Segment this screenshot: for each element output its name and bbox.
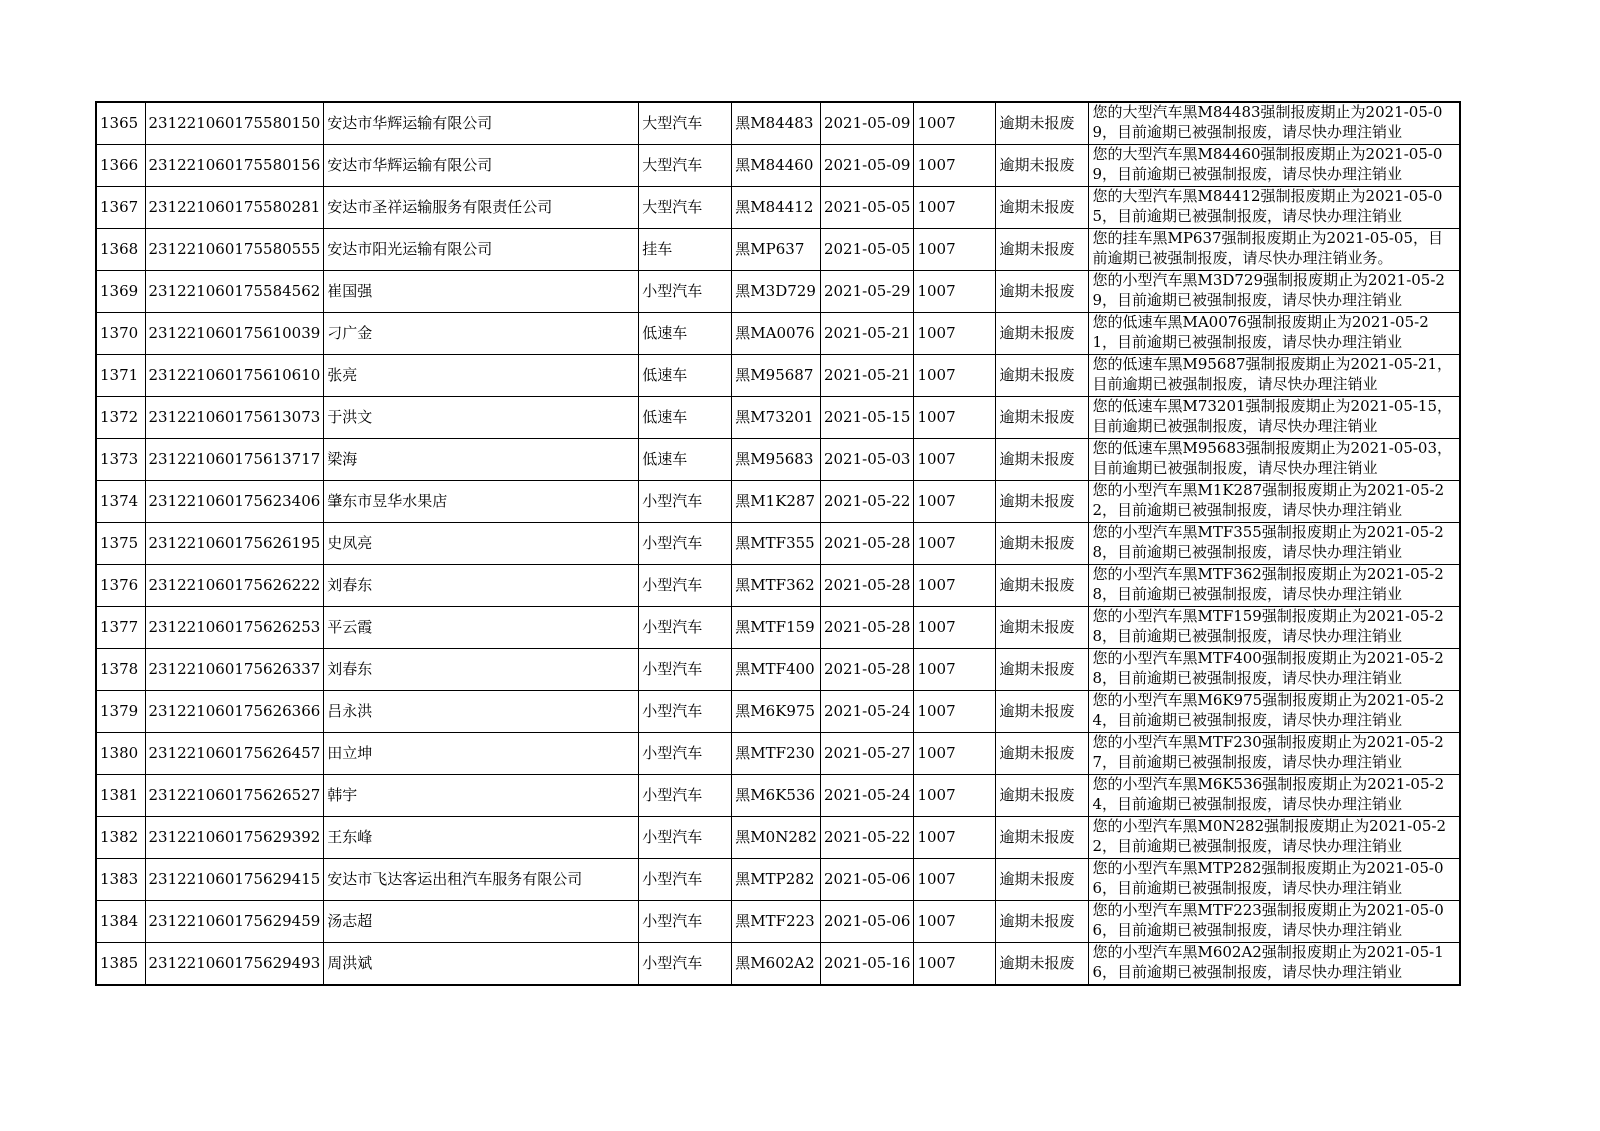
- cell-status: 逾期未报废: [996, 565, 1089, 607]
- cell-record-id: 231221060175629392: [145, 817, 324, 859]
- cell-vehicle-type: 低速车: [639, 439, 732, 481]
- table-row: [96, 313, 1460, 355]
- cell-scrap-date: 2021-05-27: [820, 733, 913, 775]
- notice-text: 您的低速车黑M95687强制报废期止为2021-05-21，目前逾期已被强制报废，请尽快办理注销业: [1092, 355, 1453, 393]
- cell-notice: [1089, 817, 1460, 859]
- cell-code: 1007: [914, 313, 996, 355]
- cell-status: 逾期未报废: [996, 523, 1089, 565]
- table-row: [96, 229, 1460, 271]
- cell-plate: 黑M3D729: [732, 271, 821, 313]
- cell-owner: 张亮: [324, 355, 639, 397]
- cell-code: 1007: [914, 901, 996, 943]
- cell-owner: 田立坤: [324, 733, 639, 775]
- cell-code: 1007: [914, 943, 996, 986]
- cell-code: 1007: [914, 439, 996, 481]
- cell-owner: 刁广金: [324, 313, 639, 355]
- cell-notice: [1089, 102, 1460, 145]
- table-row: [96, 733, 1460, 775]
- cell-scrap-date: 2021-05-09: [820, 145, 913, 187]
- cell-record-id: 231221060175610610: [145, 355, 324, 397]
- table-row: [96, 649, 1460, 691]
- cell-notice: [1089, 397, 1460, 439]
- notice-text: 您的小型汽车黑M3D729强制报废期止为2021-05-29，目前逾期已被强制报废，请尽快办理注销业: [1092, 271, 1445, 309]
- cell-record-id: 231221060175626527: [145, 775, 324, 817]
- cell-record-id: 231221060175580150: [145, 102, 324, 145]
- table-row: [96, 439, 1460, 481]
- cell-status: 逾期未报废: [996, 355, 1089, 397]
- cell-code: 1007: [914, 817, 996, 859]
- cell-code: 1007: [914, 607, 996, 649]
- cell-record-id: 231221060175580555: [145, 229, 324, 271]
- cell-vehicle-type: 小型汽车: [639, 817, 732, 859]
- notice-text: 您的大型汽车黑M84460强制报废期止为2021-05-09，目前逾期已被强制报废，请尽快办理注销业: [1092, 145, 1443, 183]
- cell-status: 逾期未报废: [996, 481, 1089, 523]
- notice-text: 您的挂车黑MP637强制报废期止为2021-05-05，目前逾期已被强制报废，请尽快办理注销业务。: [1092, 229, 1444, 267]
- cell-owner: 安达市阳光运输有限公司: [324, 229, 639, 271]
- cell-seq: 1376: [96, 565, 145, 607]
- cell-owner: 韩宇: [324, 775, 639, 817]
- cell-notice: [1089, 229, 1460, 271]
- cell-scrap-date: 2021-05-03: [820, 439, 913, 481]
- cell-record-id: 231221060175584562: [145, 271, 324, 313]
- cell-vehicle-type: 小型汽车: [639, 691, 732, 733]
- cell-code: 1007: [914, 397, 996, 439]
- cell-seq: 1366: [96, 145, 145, 187]
- cell-record-id: 231221060175613717: [145, 439, 324, 481]
- cell-scrap-date: 2021-05-28: [820, 649, 913, 691]
- cell-seq: 1375: [96, 523, 145, 565]
- cell-vehicle-type: 小型汽车: [639, 607, 732, 649]
- cell-plate: 黑MTF159: [732, 607, 821, 649]
- table-row: [96, 145, 1460, 187]
- cell-seq: 1367: [96, 187, 145, 229]
- notice-text: 您的小型汽车黑MTF355强制报废期止为2021-05-28，目前逾期已被强制报废，请尽快办理注销业: [1092, 523, 1444, 561]
- cell-owner: 安达市圣祥运输服务有限责任公司: [324, 187, 639, 229]
- cell-record-id: 231221060175629493: [145, 943, 324, 986]
- cell-scrap-date: 2021-05-21: [820, 313, 913, 355]
- cell-vehicle-type: 小型汽车: [639, 565, 732, 607]
- cell-plate: 黑M84460: [732, 145, 821, 187]
- cell-scrap-date: 2021-05-06: [820, 859, 913, 901]
- cell-seq: 1382: [96, 817, 145, 859]
- cell-scrap-date: 2021-05-28: [820, 523, 913, 565]
- cell-seq: 1374: [96, 481, 145, 523]
- notice-text: 您的低速车黑M73201强制报废期止为2021-05-15，目前逾期已被强制报废，请尽快办理注销业: [1092, 397, 1453, 435]
- notice-text: 您的小型汽车黑M602A2强制报废期止为2021-05-16，目前逾期已被强制报废，请尽快办理注销业: [1092, 943, 1444, 981]
- cell-notice: [1089, 355, 1460, 397]
- cell-notice: [1089, 523, 1460, 565]
- cell-seq: 1379: [96, 691, 145, 733]
- cell-status: 逾期未报废: [996, 102, 1089, 145]
- cell-scrap-date: 2021-05-05: [820, 187, 913, 229]
- cell-record-id: 231221060175629415: [145, 859, 324, 901]
- notice-text: 您的大型汽车黑M84412强制报废期止为2021-05-05，目前逾期已被强制报废，请尽快办理注销业: [1092, 187, 1443, 225]
- cell-code: 1007: [914, 229, 996, 271]
- notice-text: 您的小型汽车黑MTF400强制报废期止为2021-05-28，目前逾期已被强制报废，请尽快办理注销业: [1092, 649, 1444, 687]
- cell-code: 1007: [914, 145, 996, 187]
- cell-record-id: 231221060175626457: [145, 733, 324, 775]
- cell-scrap-date: 2021-05-24: [820, 775, 913, 817]
- cell-code: 1007: [914, 691, 996, 733]
- cell-plate: 黑MTF223: [732, 901, 821, 943]
- cell-vehicle-type: 低速车: [639, 397, 732, 439]
- cell-status: 逾期未报废: [996, 187, 1089, 229]
- cell-notice: [1089, 187, 1460, 229]
- table-row: [96, 859, 1460, 901]
- cell-seq: 1371: [96, 355, 145, 397]
- table-row: [96, 187, 1460, 229]
- cell-record-id: 231221060175626253: [145, 607, 324, 649]
- cell-owner: 刘春东: [324, 649, 639, 691]
- cell-notice: [1089, 145, 1460, 187]
- cell-code: 1007: [914, 733, 996, 775]
- notice-text: 您的低速车黑MA0076强制报废期止为2021-05-21，目前逾期已被强制报废，请尽快办理注销业: [1092, 313, 1429, 351]
- cell-seq: 1378: [96, 649, 145, 691]
- cell-plate: 黑M6K975: [732, 691, 821, 733]
- cell-vehicle-type: 小型汽车: [639, 733, 732, 775]
- cell-seq: 1381: [96, 775, 145, 817]
- cell-plate: 黑MTF400: [732, 649, 821, 691]
- cell-vehicle-type: 大型汽车: [639, 102, 732, 145]
- cell-plate: 黑M73201: [732, 397, 821, 439]
- cell-scrap-date: 2021-05-15: [820, 397, 913, 439]
- notice-text: 您的小型汽车黑M0N282强制报废期止为2021-05-22，目前逾期已被强制报废，请尽快办理注销业: [1092, 817, 1447, 855]
- cell-owner: 吕永洪: [324, 691, 639, 733]
- cell-plate: 黑M602A2: [732, 943, 821, 986]
- cell-code: 1007: [914, 481, 996, 523]
- cell-code: 1007: [914, 523, 996, 565]
- cell-record-id: 231221060175626222: [145, 565, 324, 607]
- cell-vehicle-type: 低速车: [639, 355, 732, 397]
- notice-text: 您的小型汽车黑MTP282强制报废期止为2021-05-06，目前逾期已被强制报废，请尽快办理注销业: [1092, 859, 1444, 897]
- cell-seq: 1370: [96, 313, 145, 355]
- cell-notice: [1089, 607, 1460, 649]
- cell-owner: 周洪斌: [324, 943, 639, 986]
- cell-owner: 安达市华辉运输有限公司: [324, 145, 639, 187]
- table-row: [96, 397, 1460, 439]
- table-row: [96, 481, 1460, 523]
- cell-record-id: 231221060175623406: [145, 481, 324, 523]
- cell-status: 逾期未报废: [996, 439, 1089, 481]
- cell-status: 逾期未报废: [996, 649, 1089, 691]
- cell-status: 逾期未报废: [996, 775, 1089, 817]
- table-row: [96, 271, 1460, 313]
- cell-code: 1007: [914, 775, 996, 817]
- cell-status: 逾期未报废: [996, 145, 1089, 187]
- cell-plate: 黑M84483: [732, 102, 821, 145]
- cell-seq: 1380: [96, 733, 145, 775]
- cell-plate: 黑M84412: [732, 187, 821, 229]
- cell-owner: 安达市飞达客运出租汽车服务有限公司: [324, 859, 639, 901]
- cell-status: 逾期未报废: [996, 691, 1089, 733]
- cell-record-id: 231221060175626337: [145, 649, 324, 691]
- cell-code: 1007: [914, 187, 996, 229]
- cell-status: 逾期未报废: [996, 817, 1089, 859]
- cell-code: 1007: [914, 355, 996, 397]
- notice-text: 您的低速车黑M95683强制报废期止为2021-05-03，目前逾期已被强制报废，请尽快办理注销业: [1092, 439, 1453, 477]
- cell-owner: 王东峰: [324, 817, 639, 859]
- cell-seq: 1377: [96, 607, 145, 649]
- cell-notice: [1089, 439, 1460, 481]
- cell-record-id: 231221060175626366: [145, 691, 324, 733]
- cell-status: 逾期未报废: [996, 397, 1089, 439]
- cell-code: 1007: [914, 102, 996, 145]
- cell-vehicle-type: 小型汽车: [639, 775, 732, 817]
- cell-notice: [1089, 649, 1460, 691]
- notice-text: 您的小型汽车黑M6K536强制报废期止为2021-05-24，目前逾期已被强制报废，请尽快办理注销业: [1092, 775, 1445, 813]
- cell-scrap-date: 2021-05-24: [820, 691, 913, 733]
- cell-status: 逾期未报废: [996, 271, 1089, 313]
- cell-notice: [1089, 481, 1460, 523]
- cell-vehicle-type: 小型汽车: [639, 271, 732, 313]
- table-row: [96, 355, 1460, 397]
- cell-plate: 黑MTF362: [732, 565, 821, 607]
- cell-notice: [1089, 271, 1460, 313]
- table-row: [96, 691, 1460, 733]
- cell-plate: 黑M1K287: [732, 481, 821, 523]
- cell-status: 逾期未报废: [996, 859, 1089, 901]
- cell-seq: 1365: [96, 102, 145, 145]
- cell-owner: 汤志超: [324, 901, 639, 943]
- cell-vehicle-type: 小型汽车: [639, 901, 732, 943]
- cell-scrap-date: 2021-05-05: [820, 229, 913, 271]
- cell-code: 1007: [914, 271, 996, 313]
- cell-scrap-date: 2021-05-16: [820, 943, 913, 986]
- cell-notice: [1089, 901, 1460, 943]
- cell-vehicle-type: 小型汽车: [639, 943, 732, 986]
- cell-plate: 黑MP637: [732, 229, 821, 271]
- cell-owner: 刘春东: [324, 565, 639, 607]
- cell-seq: 1383: [96, 859, 145, 901]
- cell-scrap-date: 2021-05-21: [820, 355, 913, 397]
- cell-seq: 1385: [96, 943, 145, 986]
- cell-scrap-date: 2021-05-22: [820, 481, 913, 523]
- cell-owner: 史凤亮: [324, 523, 639, 565]
- cell-seq: 1384: [96, 901, 145, 943]
- cell-owner: 平云霞: [324, 607, 639, 649]
- cell-scrap-date: 2021-05-29: [820, 271, 913, 313]
- table-row: [96, 901, 1460, 943]
- notice-text: 您的小型汽车黑MTF223强制报废期止为2021-05-06，目前逾期已被强制报废，请尽快办理注销业: [1092, 901, 1444, 939]
- cell-code: 1007: [914, 649, 996, 691]
- table-row: [96, 607, 1460, 649]
- table-body: [96, 102, 1460, 985]
- cell-status: 逾期未报废: [996, 943, 1089, 986]
- cell-seq: 1372: [96, 397, 145, 439]
- cell-owner: 安达市华辉运输有限公司: [324, 102, 639, 145]
- cell-plate: 黑M95687: [732, 355, 821, 397]
- cell-seq: 1373: [96, 439, 145, 481]
- cell-plate: 黑M6K536: [732, 775, 821, 817]
- table-row: [96, 775, 1460, 817]
- vehicle-scrap-table: [95, 101, 1461, 986]
- cell-notice: [1089, 565, 1460, 607]
- cell-scrap-date: 2021-05-09: [820, 102, 913, 145]
- cell-status: 逾期未报废: [996, 733, 1089, 775]
- cell-vehicle-type: 小型汽车: [639, 649, 732, 691]
- table-row: [96, 565, 1460, 607]
- cell-scrap-date: 2021-05-22: [820, 817, 913, 859]
- cell-scrap-date: 2021-05-28: [820, 565, 913, 607]
- cell-plate: 黑MTF230: [732, 733, 821, 775]
- table-row: [96, 943, 1460, 986]
- cell-notice: [1089, 313, 1460, 355]
- cell-notice: [1089, 691, 1460, 733]
- cell-plate: 黑MA0076: [732, 313, 821, 355]
- notice-text: 您的大型汽车黑M84483强制报废期止为2021-05-09，目前逾期已被强制报废，请尽快办理注销业: [1092, 103, 1443, 141]
- notice-text: 您的小型汽车黑M1K287强制报废期止为2021-05-22，目前逾期已被强制报废，请尽快办理注销业: [1092, 481, 1445, 519]
- cell-owner: 肇东市昱华水果店: [324, 481, 639, 523]
- cell-vehicle-type: 小型汽车: [639, 859, 732, 901]
- cell-vehicle-type: 挂车: [639, 229, 732, 271]
- cell-record-id: 231221060175629459: [145, 901, 324, 943]
- cell-record-id: 231221060175580156: [145, 145, 324, 187]
- cell-status: 逾期未报废: [996, 313, 1089, 355]
- cell-scrap-date: 2021-05-06: [820, 901, 913, 943]
- cell-seq: 1368: [96, 229, 145, 271]
- cell-plate: 黑M0N282: [732, 817, 821, 859]
- cell-notice: [1089, 943, 1460, 986]
- notice-text: 您的小型汽车黑MTF362强制报废期止为2021-05-28，目前逾期已被强制报废，请尽快办理注销业: [1092, 565, 1444, 603]
- cell-notice: [1089, 733, 1460, 775]
- cell-code: 1007: [914, 565, 996, 607]
- cell-plate: 黑MTP282: [732, 859, 821, 901]
- notice-text: 您的小型汽车黑MTF159强制报废期止为2021-05-28，目前逾期已被强制报废，请尽快办理注销业: [1092, 607, 1444, 645]
- cell-scrap-date: 2021-05-28: [820, 607, 913, 649]
- cell-owner: 梁海: [324, 439, 639, 481]
- cell-vehicle-type: 大型汽车: [639, 187, 732, 229]
- cell-vehicle-type: 低速车: [639, 313, 732, 355]
- cell-vehicle-type: 小型汽车: [639, 523, 732, 565]
- table-row: [96, 817, 1460, 859]
- notice-text: 您的小型汽车黑MTF230强制报废期止为2021-05-27，目前逾期已被强制报废，请尽快办理注销业: [1092, 733, 1444, 771]
- cell-seq: 1369: [96, 271, 145, 313]
- cell-status: 逾期未报废: [996, 229, 1089, 271]
- cell-owner: 于洪文: [324, 397, 639, 439]
- cell-status: 逾期未报废: [996, 607, 1089, 649]
- cell-plate: 黑MTF355: [732, 523, 821, 565]
- notice-text: 您的小型汽车黑M6K975强制报废期止为2021-05-24，目前逾期已被强制报废，请尽快办理注销业: [1092, 691, 1445, 729]
- table-row: [96, 523, 1460, 565]
- cell-vehicle-type: 小型汽车: [639, 481, 732, 523]
- cell-notice: [1089, 775, 1460, 817]
- cell-status: 逾期未报废: [996, 901, 1089, 943]
- cell-record-id: 231221060175610039: [145, 313, 324, 355]
- cell-vehicle-type: 大型汽车: [639, 145, 732, 187]
- cell-plate: 黑M95683: [732, 439, 821, 481]
- cell-record-id: 231221060175580281: [145, 187, 324, 229]
- cell-notice: [1089, 859, 1460, 901]
- cell-code: 1007: [914, 859, 996, 901]
- cell-record-id: 231221060175626195: [145, 523, 324, 565]
- cell-record-id: 231221060175613073: [145, 397, 324, 439]
- cell-owner: 崔国强: [324, 271, 639, 313]
- table-row: [96, 102, 1460, 145]
